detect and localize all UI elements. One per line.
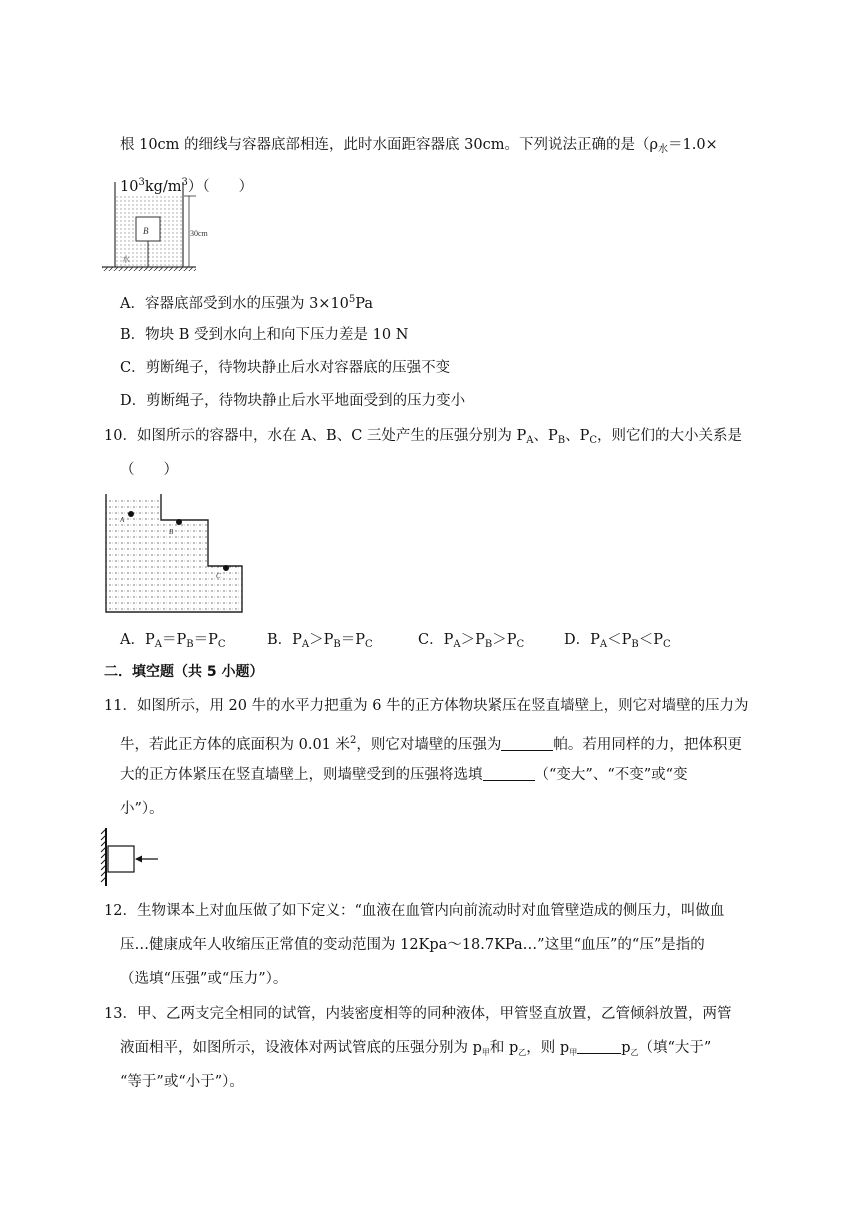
- sub-c: C: [589, 435, 598, 446]
- point-b-label: B: [169, 528, 174, 536]
- q11-number: 11．: [104, 698, 137, 714]
- q11-line4: 小”）。: [120, 801, 164, 817]
- q13-sub-jia2: 甲: [569, 1048, 578, 1057]
- q13-line2: [120, 1038, 711, 1063]
- q9-density-exp: 3: [138, 177, 145, 188]
- q10-option-c: [418, 630, 524, 655]
- water-label: 水: [122, 255, 130, 264]
- sep-2: 、P: [565, 428, 590, 444]
- opt-b-prefix: B．P: [267, 632, 302, 648]
- q10-stem-end: ，则它们的大小关系是: [597, 428, 743, 444]
- point-c-label: C: [216, 572, 221, 580]
- q10-stem-text: 如图所示的容器中，水在 A、B、C 三处产生的压强分别为 P: [136, 428, 527, 444]
- opt-c-s3: C: [516, 639, 525, 650]
- opt-d-s3: C: [663, 639, 671, 650]
- q13-number: 13．: [104, 1006, 137, 1022]
- q11-blank-2[interactable]: [501, 736, 553, 751]
- q11-line2: [120, 731, 742, 755]
- q13-blank[interactable]: [577, 1039, 621, 1054]
- q13-line2-a: 液面相平，如图所示，设液体对两试管底的压强分别为 p: [120, 1040, 482, 1056]
- opt-d-op2: ＜P: [638, 632, 664, 648]
- opt-a-op2: ＝P: [193, 632, 218, 648]
- q12-line1: [104, 901, 724, 921]
- q13-sub-yi: 乙: [518, 1048, 527, 1057]
- q9-option-c: C．剪断绳子，待物块静止后水对容器底的压强不变: [120, 360, 451, 376]
- q9-option-b: B．物块 B 受到水向上和向下压力差是 10 N: [120, 327, 409, 343]
- q13-line1: [104, 1004, 731, 1024]
- opt-c-prefix: C．P: [418, 632, 454, 648]
- q13-line3: “等于”或“小于”）。: [120, 1074, 244, 1090]
- opt-b-op2: ＝P: [340, 632, 366, 648]
- opt-c-op1: ＞P: [460, 632, 485, 648]
- q12-line1-text: 生物课本上对血压做了如下定义：“血液在血管内向前流动时对血管壁造成的侧压力，叫做血: [136, 903, 725, 919]
- q13-sub-jia: 甲: [481, 1048, 490, 1057]
- q13-line2-c: ，则 p: [526, 1040, 570, 1056]
- q13-line1-text: 甲、乙两支完全相同的试管，内装密度相等的同种液体，甲管竖直放置，乙管倾斜放置，两管: [136, 1006, 732, 1022]
- q10-option-a: [120, 630, 226, 655]
- q11-line3-b: （“变大”、“不变”或“变: [534, 767, 688, 783]
- opt-c-s2: B: [484, 639, 493, 650]
- q10-number: 10．: [104, 428, 137, 444]
- q13-line2-b: 和 p: [489, 1040, 519, 1056]
- q9-option-a: [120, 290, 373, 314]
- opt-a-s3: C: [217, 639, 226, 650]
- q9-option-d: D．剪断绳子，待物块静止后水平地面受到的压力变小: [120, 393, 466, 409]
- q9-stem-line1: [120, 135, 718, 160]
- q12-line2: 压…健康成年人收缩压正常值的变动范围为 12Kpa～18.7KPa…”这里“血压”的“压”是指的: [120, 937, 705, 953]
- opt-c-op2: ＞P: [492, 632, 517, 648]
- opt-c-s1: A: [453, 639, 461, 650]
- q11-line3-a: 大的正方体紧压在竖直墙壁上，则墙壁受到的压强将选填: [120, 767, 483, 783]
- q10-answer-paren: （ ）: [120, 462, 178, 478]
- q12-number: 12．: [104, 903, 137, 919]
- opt-a-s1: A: [154, 639, 162, 650]
- opt-d-s2: B: [631, 639, 639, 650]
- opt-d-op1: ＜P: [607, 632, 632, 648]
- q10-container-figure: [103, 492, 247, 616]
- q11-line3: [120, 765, 688, 785]
- sep-1: 、P: [533, 428, 558, 444]
- opt-a-op1: ＝P: [161, 632, 187, 648]
- q11-line2-a: 牛，若此正方体的底面积为 0.01 米: [120, 737, 351, 753]
- section-title: 二．填空题（共 5 小题）: [104, 664, 264, 680]
- opt-b-s2: B: [333, 639, 341, 650]
- depth-label: 30cm: [190, 229, 208, 238]
- q9-stem-text: 根 10cm 的细线与容器底部相连，此时水面距容器底 30cm。下列说法正确的是（ρ: [120, 137, 658, 153]
- q9-answer-paren: ）（ ）: [187, 179, 254, 195]
- q11-blank-3[interactable]: [483, 766, 535, 781]
- q11-line1-text: 如图所示，用 20 牛的水平力把重为 6 牛的正方体物块紧压在竖直墙壁上，则它对墙壁的压力为: [136, 698, 749, 714]
- q9-density-base: 10: [120, 179, 139, 195]
- q10-option-d: [564, 630, 671, 655]
- opt-b-s3: C: [365, 639, 373, 650]
- q13-sub-yi2: 乙: [630, 1048, 639, 1057]
- q9-option-a-text: A．容器底部受到水的压强为 3×10: [120, 296, 349, 312]
- opt-a-s2: B: [186, 639, 194, 650]
- q9-density-unit: kg/m: [144, 179, 182, 195]
- sub-b: B: [557, 435, 566, 446]
- q11-line2-c: 帕。若用同样的力，把体积更: [553, 737, 742, 753]
- point-a-label: A: [120, 516, 125, 524]
- q11-area-exp: 2: [350, 735, 357, 746]
- opt-a-prefix: A．P: [120, 632, 155, 648]
- q10-stem: [104, 426, 742, 451]
- q11-wall-figure: [100, 826, 162, 888]
- q9-option-a-exp: 5: [348, 294, 356, 305]
- q10-option-b: [267, 630, 373, 655]
- q13-line2-d: p: [621, 1040, 631, 1056]
- q11-line1: [104, 696, 749, 716]
- q9-stem-text-end: ＝1.0×: [668, 137, 718, 153]
- q9-container-figure: [100, 180, 210, 272]
- opt-b-s1: A: [301, 639, 310, 650]
- rho-subscript: 水: [658, 144, 668, 155]
- block-label: B: [143, 226, 149, 236]
- q13-line2-e: （填“大于”: [638, 1040, 712, 1056]
- opt-d-s1: A: [599, 639, 608, 650]
- q11-line2-b: ，则它对墙壁的压强为: [356, 737, 502, 753]
- q9-option-a-unit: Pa: [355, 296, 374, 312]
- q9-unit-exp: 3: [181, 177, 188, 188]
- opt-b-op1: ＞P: [309, 632, 334, 648]
- q12-line3: （选填“压强”或“压力”）。: [120, 971, 288, 987]
- sub-a: A: [526, 435, 534, 446]
- opt-d-prefix: D．P: [564, 632, 600, 648]
